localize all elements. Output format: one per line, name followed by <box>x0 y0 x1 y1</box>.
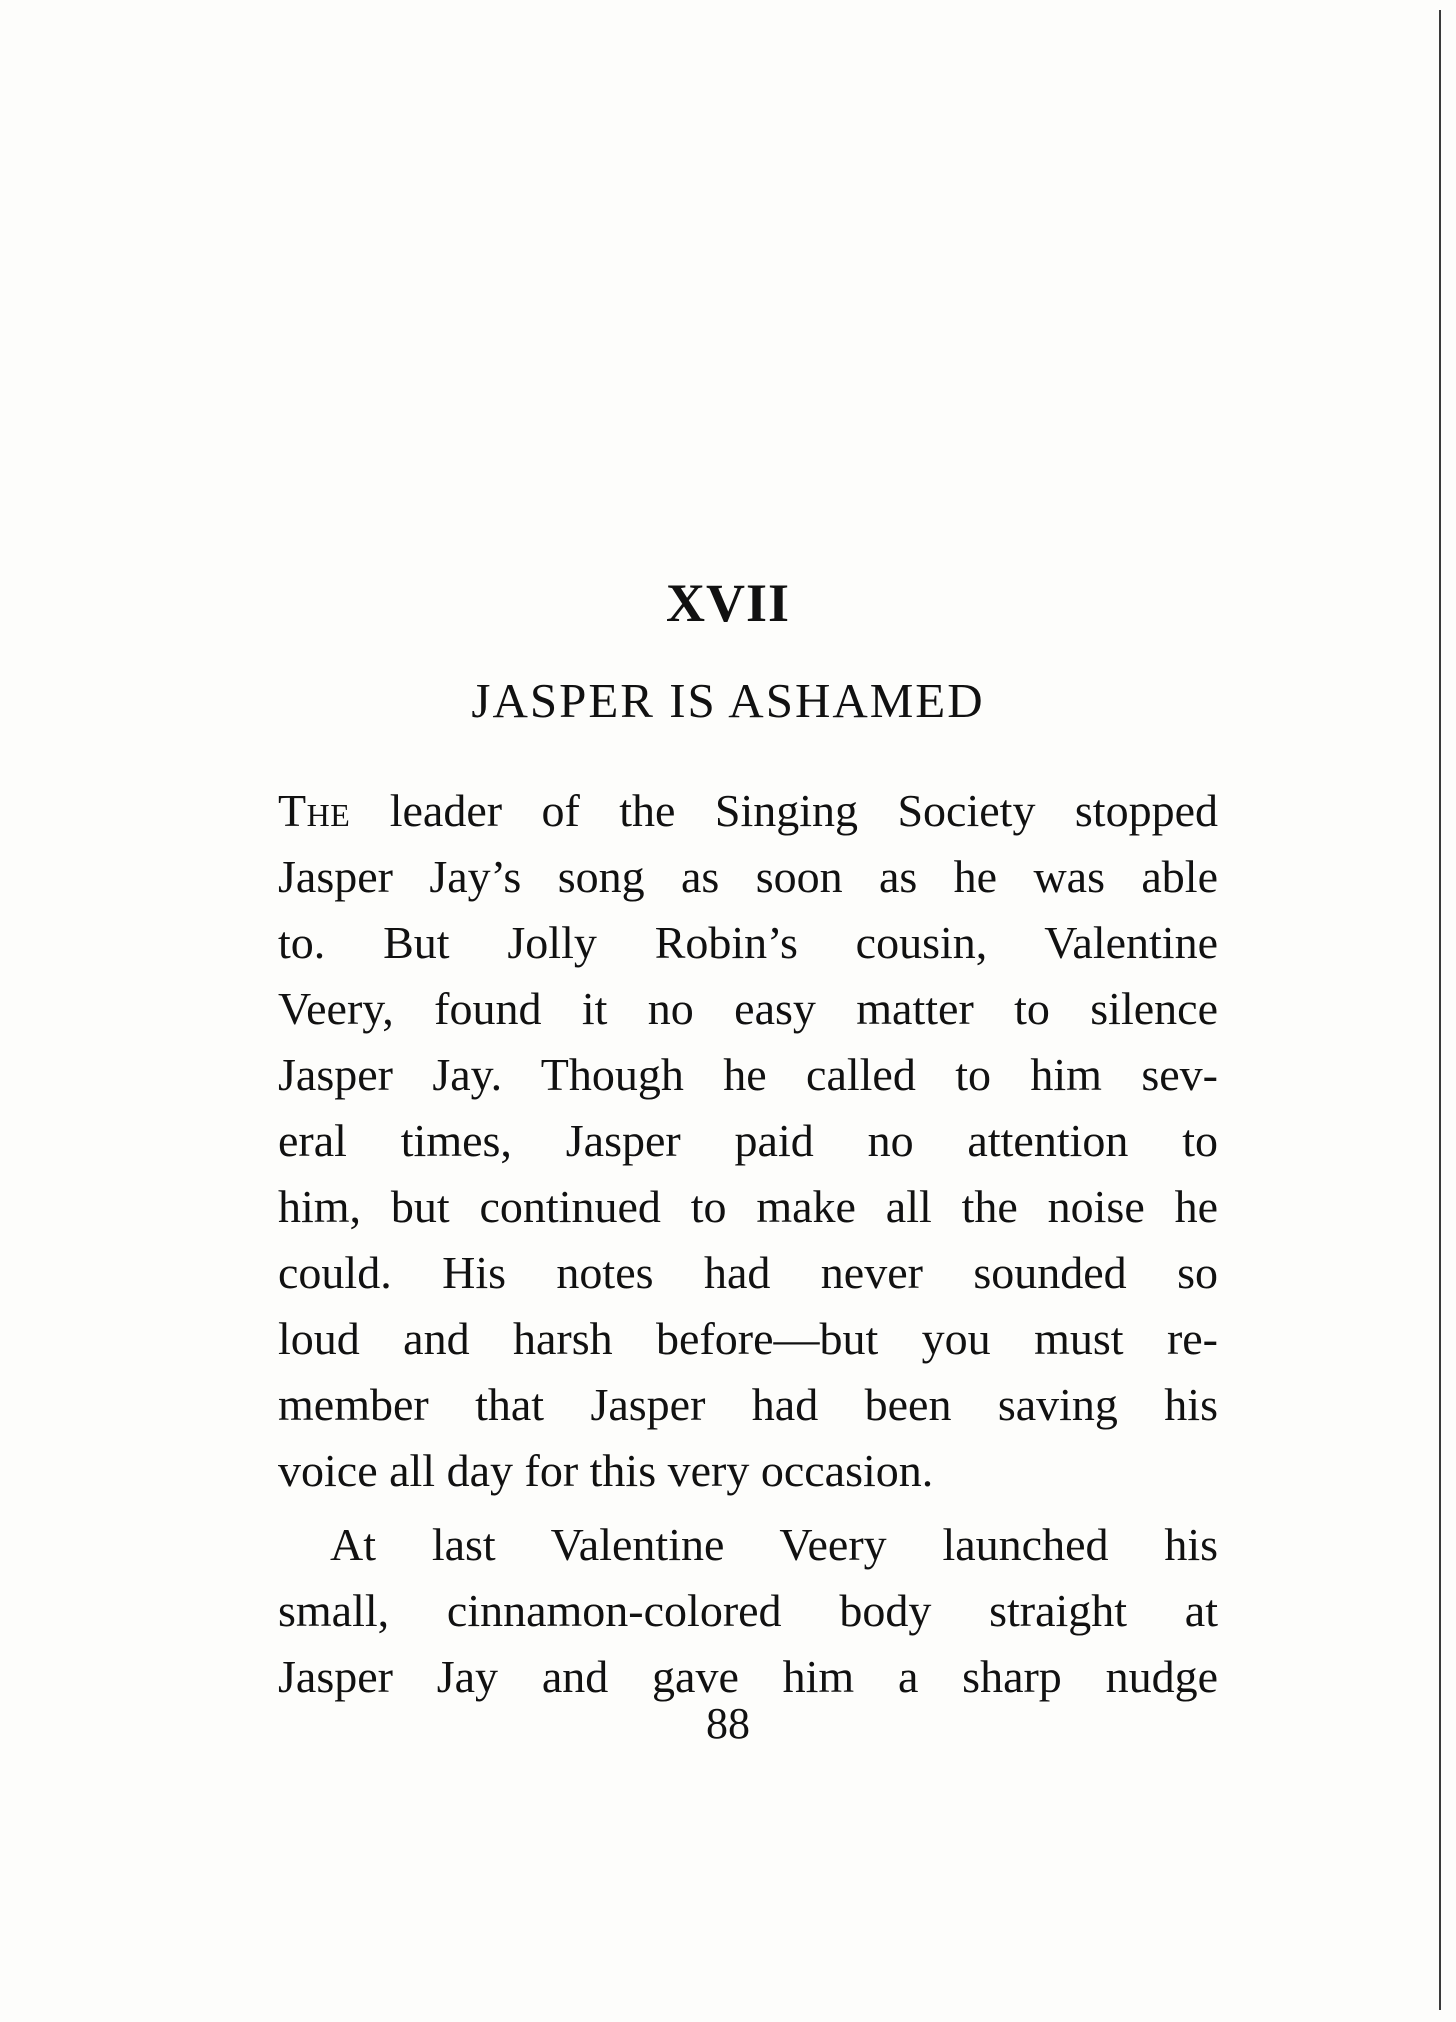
text-line: to. But Jolly Robin’s cousin, Valentine <box>278 917 1218 968</box>
text-line: loud and harsh before—but you must re- <box>278 1313 1218 1364</box>
text-line: small, cinnamon-colored body straight at <box>278 1585 1218 1636</box>
text-line: could. His notes had never sounded so <box>278 1247 1218 1298</box>
text-line: him, but continued to make all the noise he <box>278 1181 1218 1232</box>
text-line: Veery, found it no easy matter to silence <box>278 983 1218 1034</box>
text-line: Jasper Jay. Though he called to him sev- <box>278 1049 1218 1100</box>
text-line: member that Jasper had been saving his <box>278 1379 1218 1430</box>
chapter-body <box>278 778 1218 1710</box>
text-line: At last Valentine Veery launched his <box>330 1519 1218 1570</box>
text-line: eral times, Jasper paid no attention to <box>278 1115 1218 1166</box>
text-line: The leader of the Singing Society stopped <box>278 785 1218 836</box>
page-number: 88 <box>706 1699 750 1748</box>
text-line: Jasper Jay’s song as soon as he was able <box>278 851 1218 902</box>
chapter-number: XVII <box>665 573 791 633</box>
paragraph-gap <box>278 1504 1218 1512</box>
chapter-title: JASPER IS ASHAMED <box>471 673 985 728</box>
paragraph-2 <box>278 1512 1218 1710</box>
text-line: voice all day for this very occasion. <box>278 1445 934 1496</box>
paragraph-1 <box>278 778 1218 1504</box>
lead-word: The <box>278 785 351 836</box>
text-line: Jasper Jay and gave him a sharp nudge <box>278 1651 1218 1702</box>
